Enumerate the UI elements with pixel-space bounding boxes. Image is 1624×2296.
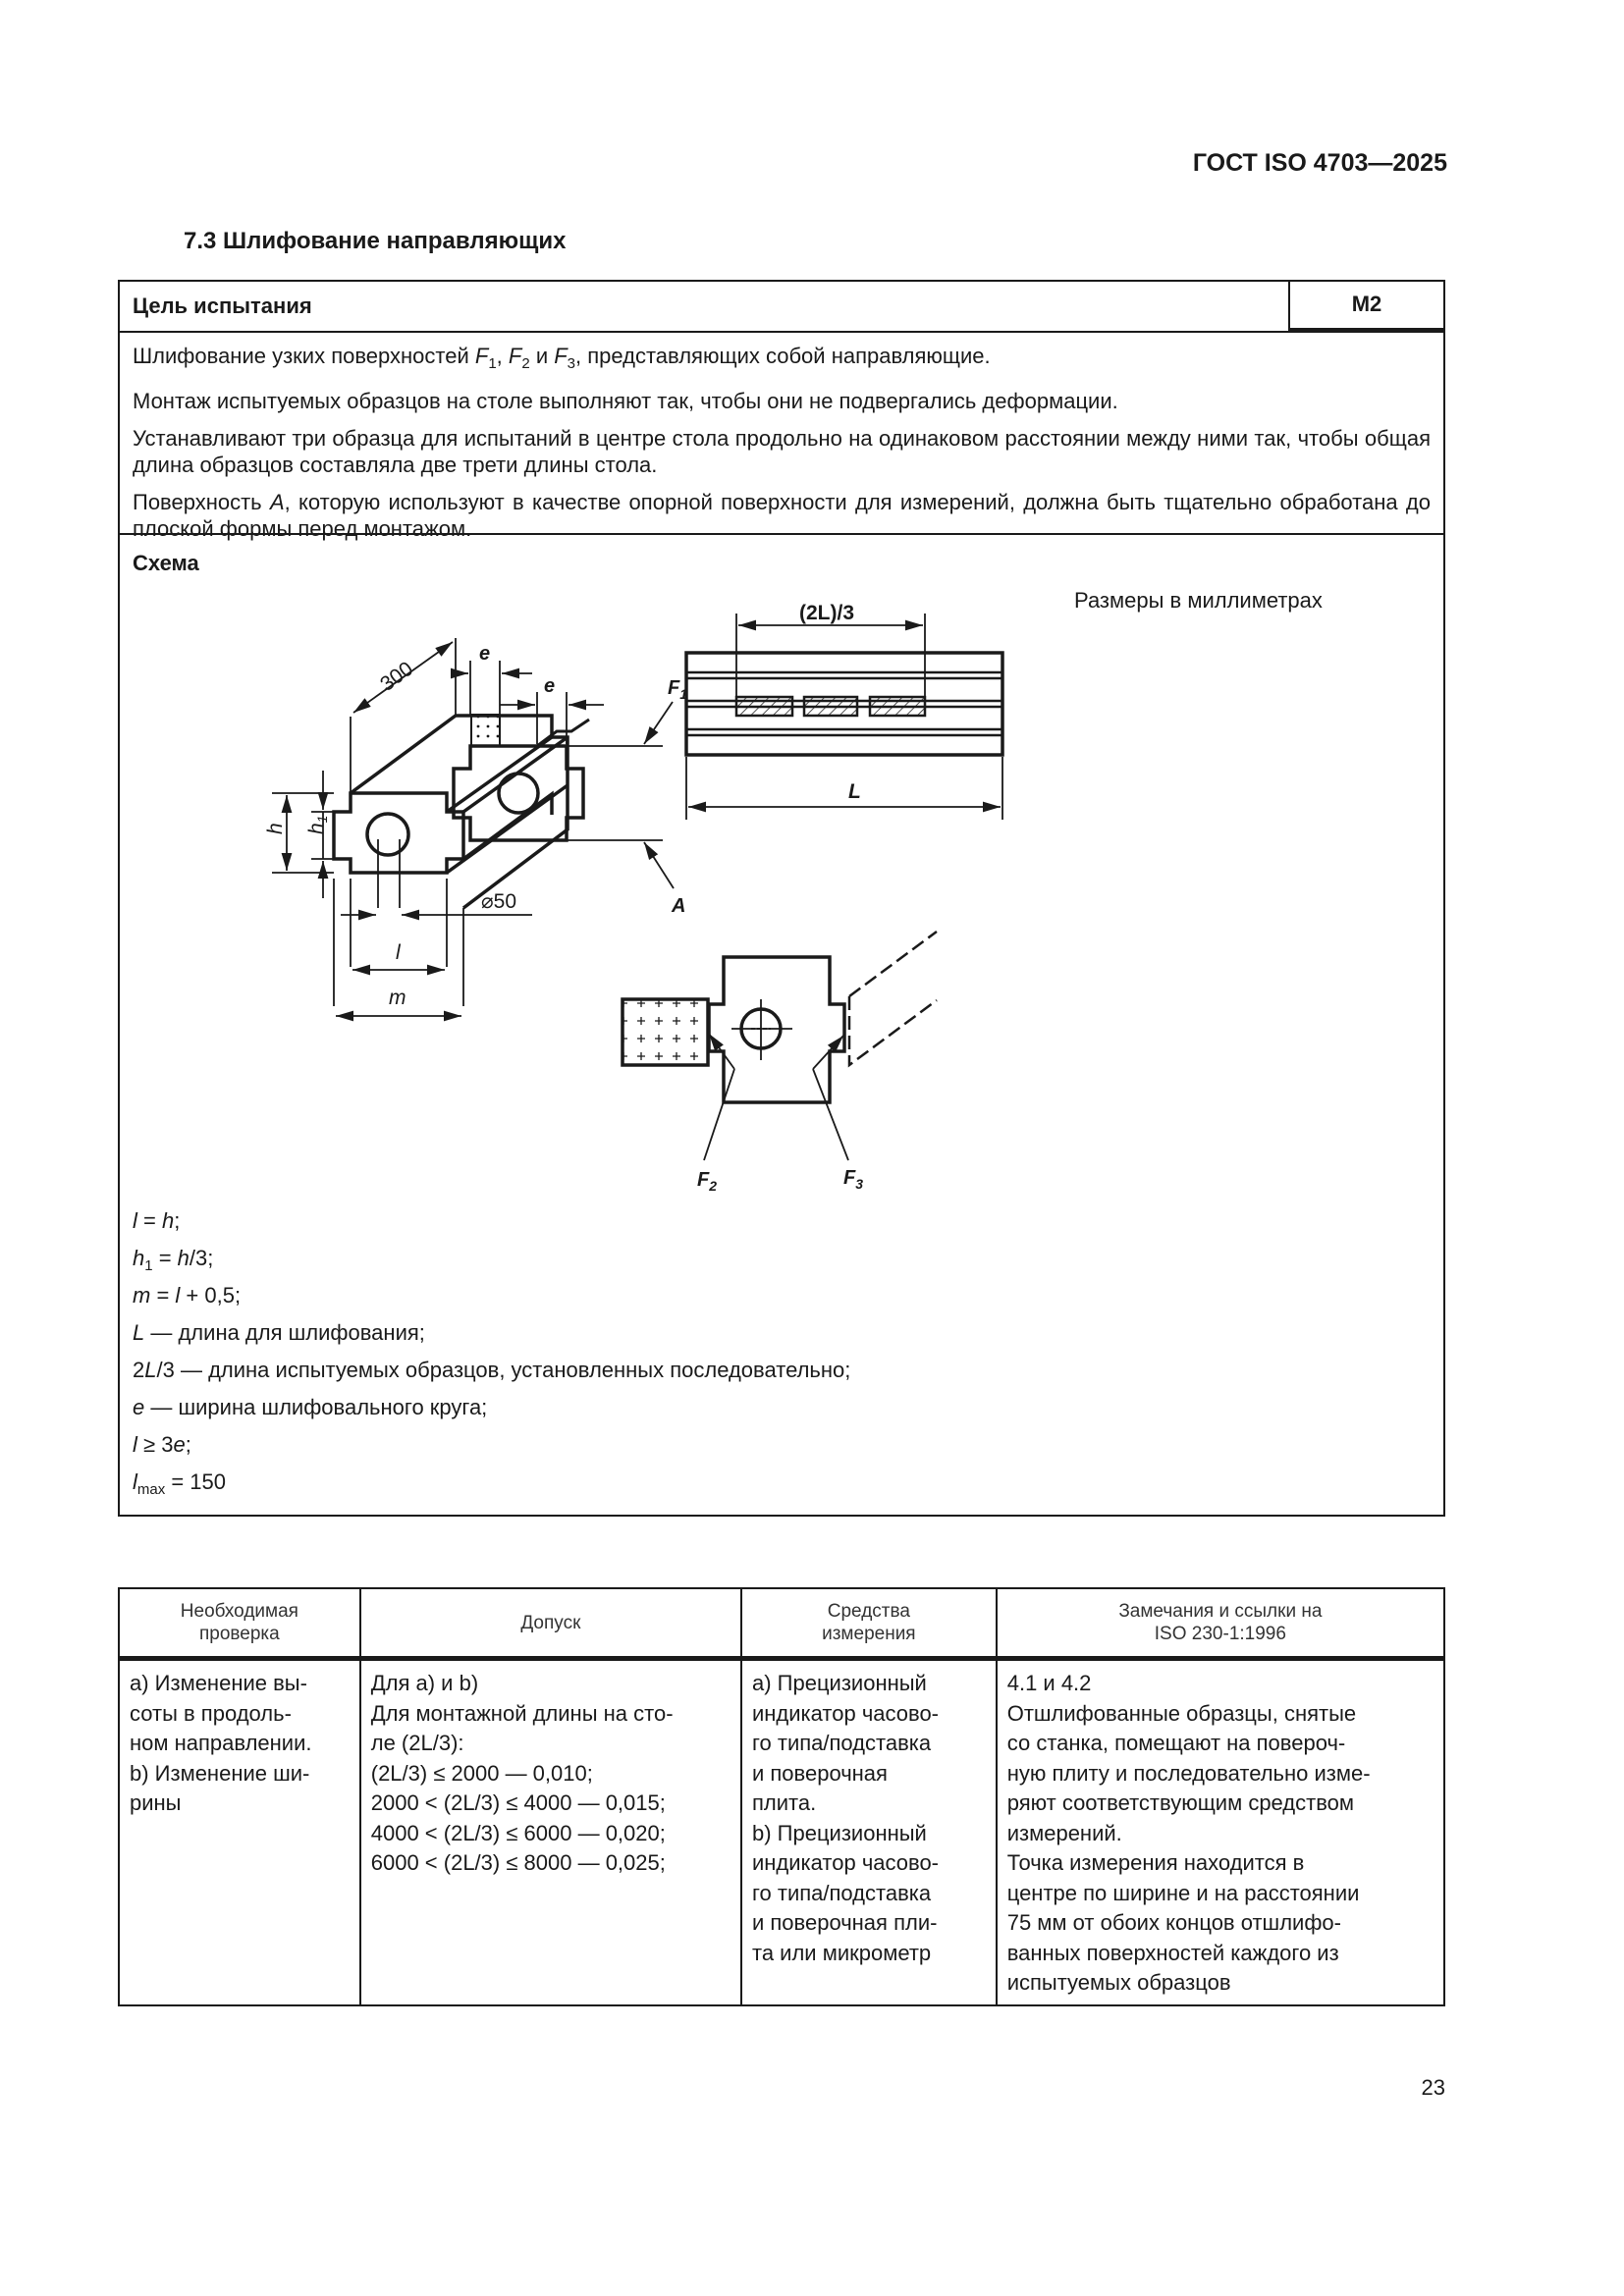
cell-instruments: a) Прецизионный индикатор часово- го типа/подставка и поверочная плита. b) Прецизионный индикатор часово- го типа/подставка и поверочная пли- та или микрометр bbox=[741, 1660, 997, 2005]
purpose-paragraph-3: Устанавливают три образца для испытаний в центре стола продольно на одинаковом расстоянии между ними так, чтобы общая длина образцов составляла две трети длины стола. bbox=[133, 426, 1431, 477]
units-note: Размеры в миллиметрах bbox=[1074, 588, 1323, 613]
test-card bbox=[118, 280, 1445, 1517]
cell-check: a) Изменение вы- соты в продоль- ном направлении. b) Изменение ши- рины bbox=[119, 1660, 360, 2005]
test-code: M2 bbox=[1288, 282, 1443, 331]
purpose-paragraph-1: Шлифование узких поверхностей $F_1$, $F_2$ и $F_3$, представляющих собой направляющие. bbox=[133, 344, 991, 372]
purpose-header bbox=[120, 282, 1443, 333]
svg-text:L: L bbox=[848, 780, 861, 803]
legend-item: $h_1 = h/3$; bbox=[133, 1246, 214, 1274]
svg-text:A: A bbox=[672, 895, 686, 917]
svg-text:⌀50: ⌀50 bbox=[481, 890, 517, 913]
table-header-row bbox=[119, 1588, 1444, 1658]
purpose-text bbox=[120, 333, 1443, 541]
check-table bbox=[118, 1587, 1445, 2006]
table-top-view bbox=[686, 653, 1002, 755]
svg-text:h1: h1 bbox=[305, 815, 330, 834]
side-grinding-view bbox=[623, 957, 844, 1102]
legend-item: m = l + 0,5; bbox=[133, 1283, 242, 1308]
header-tolerance: Допуск bbox=[360, 1588, 741, 1658]
svg-text:(2L)/3: (2L)/3 bbox=[799, 602, 855, 624]
document-code: ГОСТ ISO 4703—2025 bbox=[1192, 149, 1447, 177]
svg-text:F2: $F_2$ bbox=[697, 1169, 718, 1194]
header-instruments: Средства измерения bbox=[741, 1588, 997, 1658]
svg-text:F1: $F_1$ bbox=[668, 677, 688, 702]
cell-tolerance: Для a) и b) Для монтажной длины на сто- ле (2L/3): (2L/3) ≤ 2000 — 0,010; 2000 < (2L/3) ≤ 4000 — 0,015; 4000 < (2L/3) ≤ 6000 — 0,020; 6000 < (2L/3) ≤ 8000 — 0,025; bbox=[360, 1660, 741, 2005]
cross-section-dimensions bbox=[454, 661, 674, 888]
svg-text:300: 300 bbox=[376, 657, 417, 696]
header-remarks: Замечания и ссылки на ISO 230-1:1996 bbox=[997, 1588, 1444, 1658]
purpose-label: Цель испытания bbox=[133, 294, 312, 318]
svg-text:l: l bbox=[396, 941, 401, 964]
legend-item: $l_{max} = 150$ bbox=[133, 1469, 227, 1498]
legend-item: L — длина для шлифования; bbox=[133, 1320, 425, 1345]
header-required-check: Необходимая проверка bbox=[119, 1588, 360, 1658]
svg-text:F3: $F_3$ bbox=[843, 1167, 864, 1192]
scheme-label: Схема bbox=[133, 551, 199, 575]
scheme-section bbox=[120, 535, 1443, 1517]
purpose-paragraph-2: Монтаж испытуемых образцов на столе выполняют так, чтобы они не подвергались деформации. bbox=[133, 389, 1118, 413]
svg-text:e: e bbox=[544, 675, 556, 697]
legend-item: 2L/3 — длина испытуемых образцов, установленных последовательно; bbox=[133, 1358, 851, 1382]
scheme-legend bbox=[133, 1202, 850, 1501]
legend-item: l ≥ 3e; bbox=[133, 1432, 191, 1457]
legend-item: l = h; bbox=[133, 1208, 181, 1233]
side-view-lines bbox=[704, 932, 937, 1160]
page-number: 23 bbox=[1421, 2075, 1445, 2100]
section-title: 7.3 Шлифование направляющих bbox=[184, 228, 567, 254]
svg-text:e: e bbox=[479, 643, 491, 665]
cell-remarks: 4.1 и 4.2 Отшлифованные образцы, снятые со станка, помещают на повероч- ную плиту и последовательно изме- ряют соответствующим средством измерений. Точка измерения находится в центре по ширине и на расстоянии 75 мм от обоих концов отшлифо- ванных поверхностей каждого из испытуемых образцов bbox=[997, 1660, 1444, 2005]
table-row bbox=[119, 1660, 1444, 2005]
svg-text:h: h bbox=[264, 823, 287, 834]
legend-item: e — ширина шлифовального круга; bbox=[133, 1395, 488, 1419]
svg-text:m: m bbox=[389, 987, 406, 1009]
purpose-paragraph-4: Поверхность A, которую используют в качестве опорной поверхности для измерений, должна быть тщательно обработана до плоской формы перед монтажом. bbox=[133, 490, 1432, 541]
